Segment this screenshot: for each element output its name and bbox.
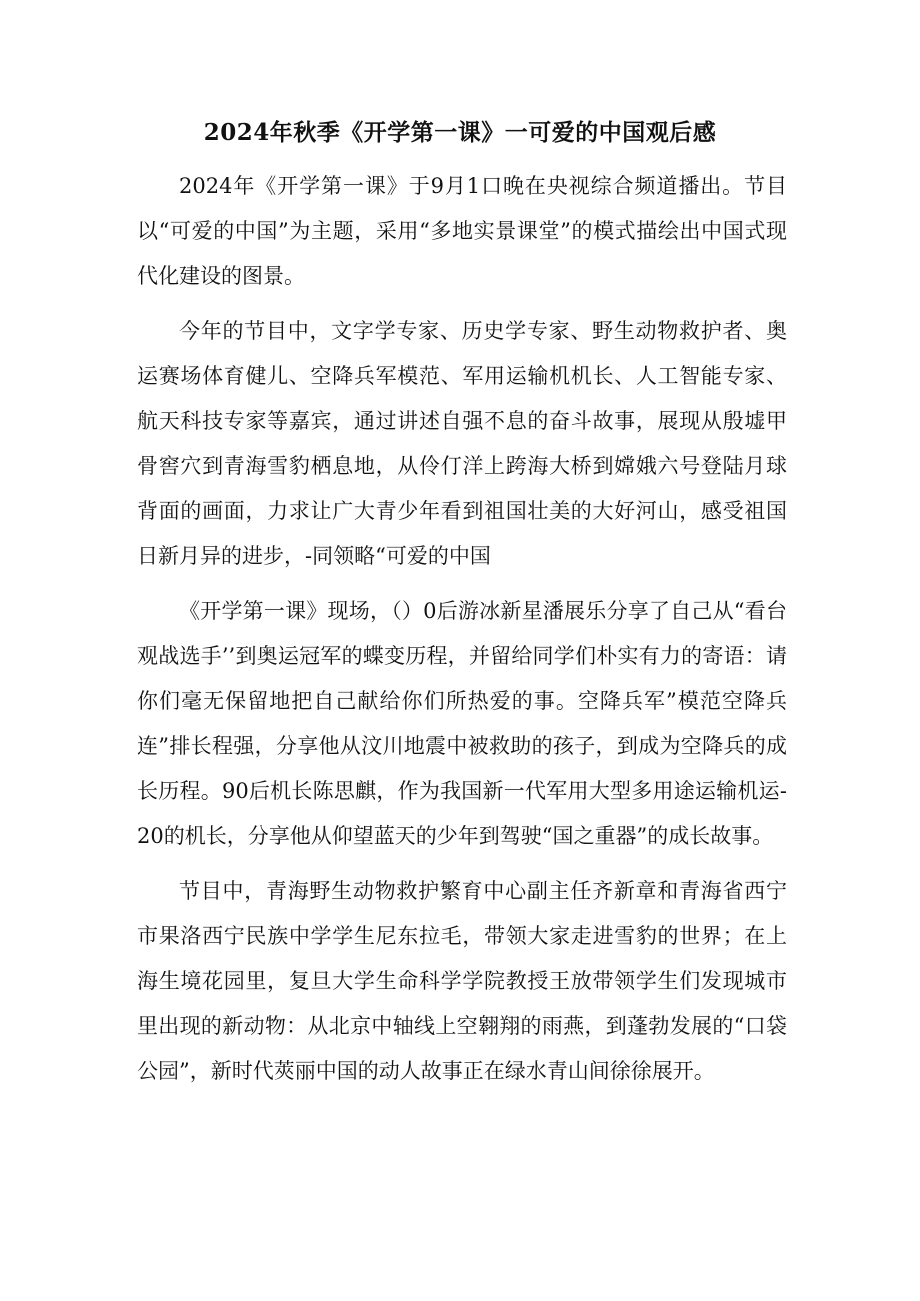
paragraph-live-stories: 《开学第一课》现场，（）0后游冰新星潘展乐分享了自己从“看台观战选手’’到奥运冠军的蝶变历程，并留给同学们朴实有力的寄语：请你们毫无保留地把自己献给你们所热爱的事。空降兵军”模范空降兵连”排长程强，分享他从汶川地震中被救助的孩子，到成为空降兵的成长历程。90后机长陈思麒，作为我国新一代军用大型多用途运输机运-20的机长，分享他从仰望蓝天的少年到驾驶“国之重器”的成长故事。 — [137, 599, 787, 848]
paragraph-guests: 今年的节目中，文字学专家、历史学专家、野生动物救护者、奥运赛场体育健儿、空降兵军模范、军用运输机机长、人工智能专家、航天科技专家等嘉宾，通过讲述自强不息的奋斗故事，展现从殷墟甲骨窖穴到青海雪豹栖息地，从伶仃洋上跨海大桥到嫦娥六号登陆月球背面的画面，力求让广大青少年看到祖国壮美的大好河山，感受祖国日新月异的进步，-同领略“可爱的中国 — [137, 319, 787, 568]
document-title: 2024年秋季《开学第一课》一可爱的中国观后感 — [203, 119, 717, 146]
paragraph-wildlife: 节目中，青海野生动物救护繁育中心副主任齐新章和青海省西宁市果洛西宁民族中学学生尼东拉毛，带领大家走进雪豹的世界；在上海生境花园里，复旦大学生命科学学院教授王放带领学生们发现城市里出现的新动物：从北京中轴线上空翱翔的雨燕，到蓬勃发展的“口袋公园”，新时代莢丽中国的动人故事正在绿水青山间徐徐展开。 — [137, 879, 787, 1083]
document-body — [137, 164, 787, 1104]
paragraph-broadcast-intro: 2024年《开学第一课》于9月1口晚在央视综合频道播出。节目以“可爱的中国”为主题，采用“多地实景课堂”的模式描绘出中国式现代化建设的图景。 — [137, 174, 787, 288]
